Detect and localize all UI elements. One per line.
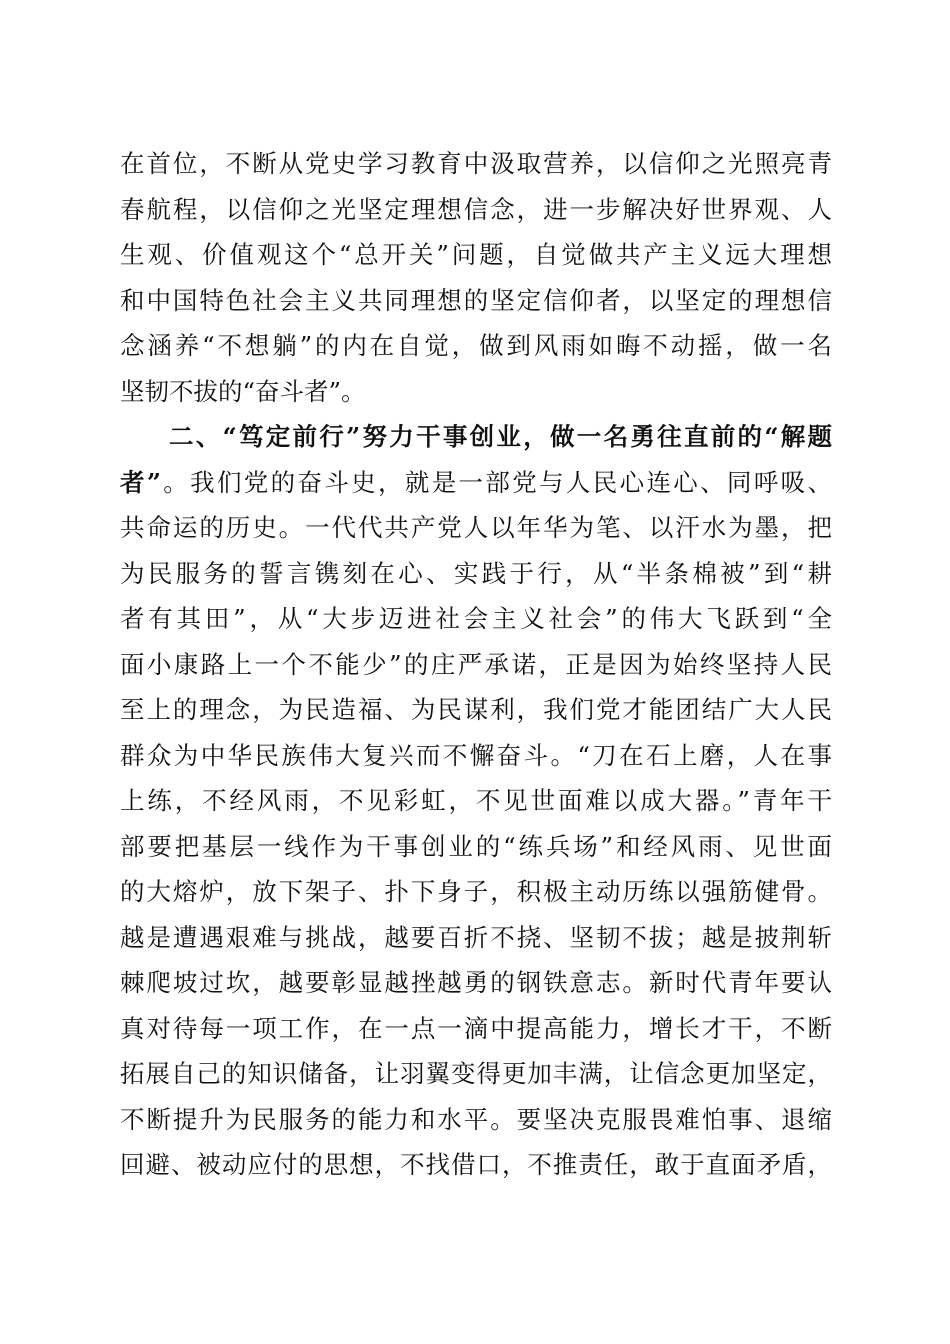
text-line: 者有其田”，从“大步迈进社会主义社会”的伟大飞跃到“全 [120, 604, 832, 633]
text-line: 的大熔炉，放下架子、扑下身子，积极主动历练以强筋健骨。 [120, 877, 832, 906]
text-line: 拓展自己的知识储备，让羽翼变得更加丰满，让信念更加坚定， [120, 1059, 832, 1088]
text-line: 共命运的历史。一代代共产党人以年华为笔、以汗水为墨，把 [120, 513, 832, 542]
text-line: 上练，不经风雨，不见彩虹，不见世面难以成大器。”青年干 [120, 786, 832, 815]
text-line: 不断提升为民服务的能力和水平。要坚决克服畏难怕事、退缩 [120, 1104, 832, 1134]
paragraph-2 [120, 414, 832, 1188]
text-line: 念涵养“不想躺”的内在自觉，做到风雨如晦不动摇，做一名 [120, 331, 832, 360]
section-heading: 二、“笃定前行”努力干事创业，做一名勇往直前的“解题 [169, 422, 832, 451]
text-line: 面小康路上一个不能少”的庄严承诺，正是因为始终坚持人民 [120, 649, 832, 679]
text-line: 群众为中华民族伟大复兴而不懈奋斗。“刀在石上磨，人在事 [120, 740, 832, 770]
text-line: 至上的理念，为民造福、为民谋利，我们党才能团结广大人民 [120, 695, 832, 724]
text-line: 为民服务的誓言镌刻在心、实践于行，从“半条棉被”到“耕 [120, 558, 832, 588]
document-body [120, 141, 832, 1188]
text-line: 棘爬坡过坎，越要彰显越挫越勇的钢铁意志。新时代青年要认 [120, 968, 832, 997]
text-line: 真对待每一项工作，在一点一滴中提高能力，增长才干，不断 [120, 1013, 832, 1043]
text-line: 和中国特色社会主义共同理想的坚定信仰者，以坚定的理想信 [120, 285, 832, 315]
paragraph-text: 。我们党的奋斗史，就是一部党与人民心连心、同呼吸、 [160, 467, 832, 497]
text-line: 坚韧不拔的“奋斗者”。 [120, 376, 366, 406]
text-line: 生观、价值观这个“总开关”问题，自觉做共产主义远大理想 [120, 240, 832, 269]
text-line: 在首位，不断从党史学习教育中汲取营养，以信仰之光照亮青 [120, 149, 832, 178]
text-line: 越是遭遇艰难与挑战，越要百折不挠、坚韧不拔；越是披荆斩 [120, 922, 832, 952]
text-line: 部要把基层一线作为干事创业的“练兵场”和经风雨、见世面 [120, 831, 832, 861]
text-line: 回避、被动应付的思想，不找借口，不推责任，敢于直面矛盾， [120, 1150, 832, 1179]
heading-continuation-line [120, 460, 832, 506]
section-heading-end: 者” [120, 467, 161, 497]
text-line: 春航程，以信仰之光坚定理想信念，进一步解决好世界观、人 [120, 194, 832, 224]
paragraph-1 [120, 141, 832, 414]
